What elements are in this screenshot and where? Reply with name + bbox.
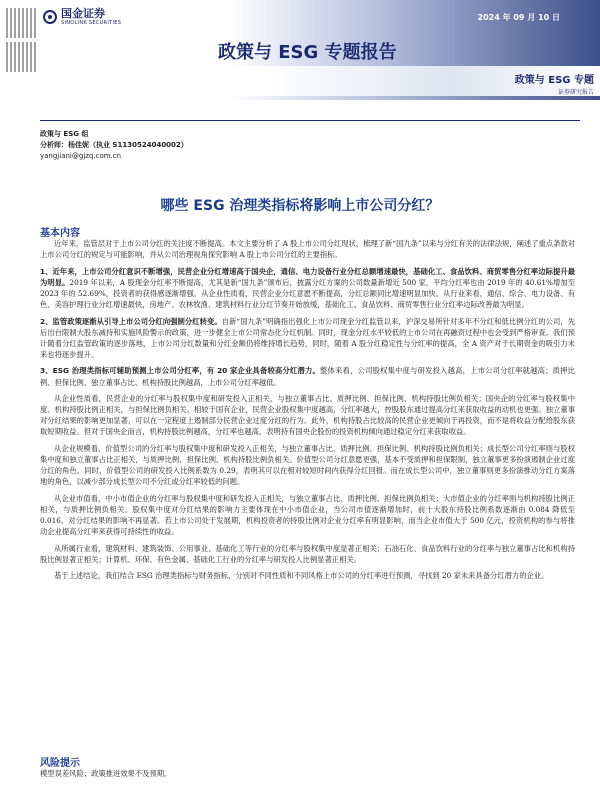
section-heading-basic: 基本内容 [40,228,80,239]
company-logo [43,8,121,26]
qr-codes [6,8,36,88]
paragraph-ownership: 从企业性质看，民营企业的分红率与股权集中度和研发投入正相关，与独立董事占比、质押比例、担保比例、机构持股比例负相关；国央企的分红率与股权集中度、机构持股比例正相关，与担保比例负相关。相较于国有企业，民营企业股权集中度越高，分红率越大，控股股东通过提高分红来获取收益的动机也更强。独立董事对分红结果的影响更加显著，可以在一定程度上遏制部分民营企业过度分红的行为。此外，机构持股占比较高的民营企业更倾向于再投资，而不是将收益分配给股东获取短期收益。但对于国央企而言，机构持股比例越高，分红率也越高，表明持有国央企股份的投资机构倾向通过稳定分红来获取收益。 [40,394,575,437]
point-2-text: 自新“国九条”明确指出强化上市公司现金分红监管以来，沪深交易所针对多年不分红和低比例分红的公司，先后出台限制大股东减持和实施风险警示的政策，进一步健全上市公司常态化分红机制。同时，现金分红水平较低的上市公司在再融资过程中也会受到严格审查。我们预计随着分红监管政策的逐步落地，上市公司分红数量和分红金额仍将维持增长趋势，同时，随着 A 股分红稳定性与分红率的提高，全 A 资产对于长期资金的吸引力未来也将逐步提升。 [40,316,575,359]
report-tag: 政策与 ESG 专题 [514,75,594,86]
paragraph-market-cap: 从企业市值看，中小市值企业的分红率与股权集中度和研发投入正相关，与独立董事占比、质押比例、担保比例负相关；大市值企业的分红率则与机构持股比例正相关，与质押比例负相关。股权集中度对分红结果的影响力主要体现在中小市值企业，当公司市值逐渐增加时，前十大股东持股比例系数逐渐由 0.084 降低至 0.016，对分红结果的影响不再显著。若上市公司处于发展期，机构投资者的持股比例对企业分红率有明显影响，而当企业市值大于 500 亿元，投资机构的参与将推动企业提高分红率来获得可持续性的收益。 [40,493,575,537]
point-1 [40,266,575,310]
author-group: 政策与 ESG 组 [40,130,89,138]
author-email[interactable]: yangjiani@gjzq.com.cn [40,152,122,160]
author-analyst: 分析师：杨佳妮（执业 S1130524040002） [40,141,188,149]
header-subband [0,66,600,96]
qr-code-icon [6,42,36,72]
section-heading-risk: 风险提示 [40,758,80,769]
logo-text: 国金证券 [61,7,105,20]
point-2 [40,316,575,360]
author-block [40,129,188,162]
paragraph-style: 从企业规模看，价值型公司的分红率与股权集中度和研发投入正相关，与独立董事占比、质押比例、担保比例、机构持股比例负相关；成长型公司分红率则与股权集中度和独立董事占比正相关，与质押比例、担保比例、机构持股比例负相关。价值型公司分红意愿更强，基本不受质押和担保限制，独立董事更多扮演遏制企业过度分红的角色，同时，价值型公司的研发投入比例系数为 0.29，表明其可以在相对较短时间内获得分红回报。而在成长型公司中，独立董事则更多扮演推动分红方案落地的角色，以减少部分成长型公司不分红或分红率较低的问题。 [40,444,575,487]
logo-mark-icon [43,10,57,24]
report-series-title: 政策与 ESG 专题报告 [218,42,397,63]
report-type: 证券研究报告 [557,89,594,96]
paragraph-industry: 从所属行业看，建筑材料、建筑装饰、公用事业、基础化工等行业的分红率与股权集中度显著正相关；石油石化、食品饮料行业的分红率与独立董事占比和机构持股比例显著正相关；计算机、环保、有色金属、基础化工行业的分红率与研发投入比例显著正相关。 [40,543,575,564]
report-body [40,238,575,587]
point-3 [40,365,575,387]
point-2-bold: 2、监管政策逐渐从引导上市公司分红向强制分红转变。 [40,316,222,326]
point-1-bold: 1、近年来，上市公司分红意识不断增强，民营企业分红增速高于国央企，通信、电力设备行业分红总额增速最快，基础化工、食品饮料、商贸零售分红率边际提升最为明显。 [40,266,575,287]
qr-code-icon [6,8,36,38]
paragraph-conclusion: 基于上述结论，我们结合 ESG 治理类指标与财务指标，分别对不同性质和不同风格上市公司的分红率进行预测，寻找到 20 家未来具备分红潜力的企业。 [54,571,549,581]
risk-text: 模型误差风险；政策推进效果不及预期。 [40,769,172,778]
report-date: 2024 年 09 月 10 日 [477,13,560,22]
intro-paragraph: 近年来，监管层对于上市公司分红的关注度不断提高。本文主要分析了 A 股上市公司分红现状，梳理了新“国九条”以来与分红有关的法律法规，阐述了重点条款对上市公司分红的规定与可能影响，并从公司治理视角探究影响 A 股上市公司分红的主要指标。 [40,239,575,260]
page-title: 哪些 ESG 治理类指标将影响上市公司分红？ [160,198,440,214]
logo-subtext: SINOLINK SECURITIES [61,20,122,26]
point-3-text: 整体来看，公司股权集中度与研发投入越高，上市公司分红率就越高；质押比例、担保比例、独立董事占比、机构持股比例越高，上市公司分红率越低。 [40,366,575,387]
point-1-text: 2019 年以来，A 股现金分红率不断提高，尤其是新“国九条”颁布后，披露分红方案的公司数量新增近 500 家，平均分红率也由 2019 年的 40.61%增加至 2023 年的 52.69%，投资者的获得感逐渐增强。从企业性质看，民营企业分红意愿不断提高，分红总额同比增速明显加快。从行业来看，通信、综合、电力设备、有色、美容护理行业分红增速最快，房地产、农林牧渔、建筑材料行业分红节奏开始放缓，基础化工、食品饮料、商贸零售行业分红率边际改善最为明显。 [40,277,575,309]
header-divider [40,120,580,121]
point-3-bold: 3、ESG 治理类指标可辅助预测上市公司分红率，有 20 家企业具备较高分红潜力。 [40,366,321,376]
